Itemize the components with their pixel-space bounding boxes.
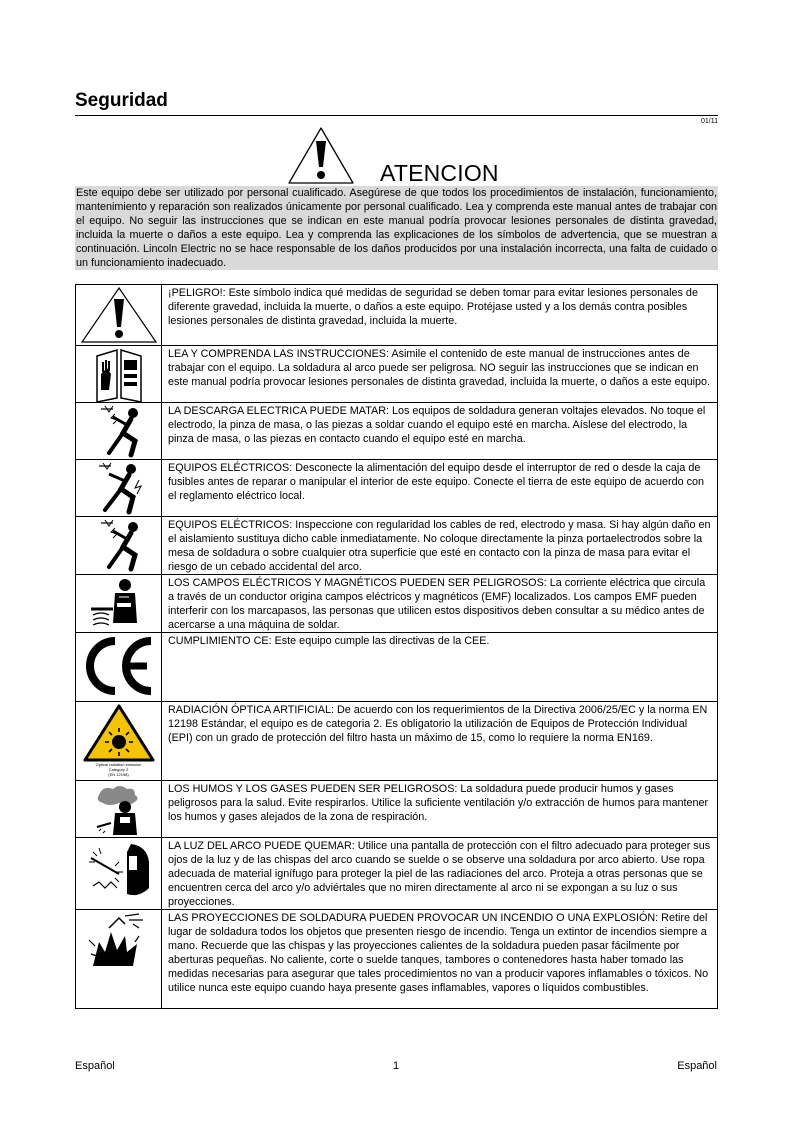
table-row [76,346,718,403]
fire-explosion-icon [79,910,159,970]
table-row [76,910,718,1009]
fumes-icon [79,781,159,837]
row-text: LA LUZ DEL ARCO PUEDE QUEMAR: Utilice una pantalla de protección con el filtro adecuado para proteger sus ojos de la luz y de las chispas del arco cuando se suelde o se observe una soldadura por arco abierto. Use ropa adecuada de material ignífugo para proteger la piel de las radiaciones del arco. Proteja a otras personas que se encuentren cerca del arco y/o adviértales que no miren directamente al arco ni se expongan a su luz o sus proyecciones. [162,838,718,910]
row-text: LOS HUMOS Y LOS GASES PUEDEN SER PELIGROSOS: La soldadura puede producir humos y gases peligrosos para la salud. Evite respirarlos. Utilice la suficiente ventilación y/o extracción de humos para mantener los humos y gases alejados de la zona de respiración. [162,781,718,838]
table-row [76,575,718,633]
row-text: EQUIPOS ELÉCTRICOS: Desconecte la alimentación del equipo desde el interruptor de red o desde la caja de fusibles antes de reparar o manipular el interior de este equipo. Conecte el tierra de este equipo de acuerdo con el reglamento eléctrico local. [162,460,718,517]
table-row [76,517,718,575]
arc-rays-icon [79,838,159,906]
row-text: LEA Y COMPRENDA LAS INSTRUCCIONES: Asimile el contenido de este manual de instrucciones antes de trabajar con el equipo. La soldadura al arco puede ser peligrosa. NO seguir las instrucciones que se indican en este manual podría provocar lesiones personales de distinta gravedad, incluida la muerte, o daños a este equipo. [162,346,718,403]
icon-cell [76,910,162,1009]
icon-cell [76,702,162,781]
page-number: 1 [393,1060,400,1072]
icon-cell [76,403,162,460]
intro-box [75,186,718,270]
electric-shock-icon [79,460,159,516]
row-text: RADIACIÓN ÓPTICA ARTIFICIAL: De acuerdo con los requerimientos de la Directiva 2006/25/EC y la norma EN 12198 Estándar, el equipo es de categoria 2. Es obligatorio la utilización de Equipos de Protección Individual (EPI) con un grado de protección del filtro hasta un máximo de 15, como lo requiere la norma EN169. [162,702,718,781]
title-rule [75,115,718,116]
icon-cell [76,838,162,910]
row-text: EQUIPOS ELÉCTRICOS: Inspeccione con regularidad los cables de red, electrodo y masa. Si hay algún daño en el aislamiento sustituya dicho cable inmediatamente. No coloque directamente la pinza portaelectrodos sobre la mesa de soldadura o sobre cualquier otra superficie que esté en contacto con la pinza de masa para evitar el riesgo de un cebado accidental del arco. [162,517,718,575]
page-title: Seguridad [75,90,168,111]
row-text: LAS PROYECCIONES DE SOLDADURA PUEDEN PROVOCAR UN INCENDIO O UNA EXPLOSIÓN: Retire del lugar de soldadura todos los objetos que presenten riesgo de incendio. Tenga un extintor de incendios siempre a mano. Recuerde que las chispas y las proyecciones calientes de la soldadura pueden pasar fácilmente por aberturas pequeñas. No caliente, corte o suelde tanques, tambores o contenedores hasta haber tomado las medidas necesarias para asegurar que tales procedimientos no van a producir vapores inflamables o tóxicos. No utilice nunca este equipo cuando haya presente gases inflamables, vapores o líquidos combustibles. [162,910,718,1009]
electric-shock-icon [79,517,159,573]
row-text: CUMPLIMIENTO CE: Este equipo cumple las directivas de la CEE. [162,633,718,702]
optical-radiation-icon [79,702,159,762]
table-row [76,781,718,838]
warning-triangle-icon [286,125,356,187]
table-row [76,633,718,702]
icon-cell [76,517,162,575]
table-row [76,403,718,460]
table-row [76,702,718,781]
electric-shock-icon [79,403,159,459]
row-text: ¡PELIGRO!: Este símbolo indica qué medidas de seguridad se deben tomar para evitar lesiones personales de diferente gravedad, incluida la muerte, o daños a este equipo. Protéjase usted y a los demás contra posibles lesiones personales de distinta gravedad, incluida la muerte. [162,285,718,346]
footer-language-left: Español [75,1060,115,1072]
icon-cell [76,460,162,517]
row-text: LA DESCARGA ELECTRICA PUEDE MATAR: Los equipos de soldadura generan voltajes elevados. No toque el electrodo, la pinza de masa, o las piezas a soldar cuando el equipo esté en marcha. Aíslese del electrodo, la pinza de masa, o las piezas en contacto cuando el equipo esté en marcha. [162,403,718,460]
optical-label [76,762,161,777]
table-row [76,285,718,346]
safety-table [75,284,718,1009]
emf-icon [79,575,159,631]
icon-cell [76,346,162,403]
read-manual-icon [79,346,159,402]
table-row [76,838,718,910]
table-row [76,460,718,517]
icon-cell [76,285,162,346]
attention-heading: ATENCION [380,160,499,186]
danger-triangle-icon [79,285,159,345]
row-text: LOS CAMPOS ELÉCTRICOS Y MAGNÉTICOS PUEDEN SER PELIGROSOS: La corriente eléctrica que circula a través de un conductor origina campos eléctricos y magnéticos (EMF) localizados. Los campos EMF pueden interferir con los marcapasos, las personas que utilicen estos dispositivos deben consultar a su médico antes de acercarse a una máquina de soldar. [162,575,718,633]
icon-cell [76,575,162,633]
optical-label-line: Category 2 [108,767,129,772]
icon-cell [76,633,162,702]
intro-text: Este equipo debe ser utilizado por personal cualificado. Asegúrese de que todos los procedimientos de instalación, funcionamiento, mantenimiento y reparación son realizados únicamente por personal cualificado. Lea y comprenda este manual antes de trabajar con el equipo. No seguir las instrucciones que se indican en este manual podría provocar lesiones personales de distinta gravedad, incluida la muerte o daños a este equipo. Lea y comprenda las explicaciones de los símbolos de advertencia, que se muestran a continuación. Lincoln Electric no se hace responsable de los daños producidos por una instalación incorrecta, una falta de cuidado o un funcionamiento inadecuado. [76,187,717,269]
icon-cell [76,781,162,838]
ce-mark-icon [79,633,159,699]
footer-language-right: Español [677,1060,717,1072]
revision-code: 01/11 [701,118,718,125]
optical-label-line: Optical radiation emission [95,762,142,767]
optical-label-line: (EN 12198) [108,772,129,777]
